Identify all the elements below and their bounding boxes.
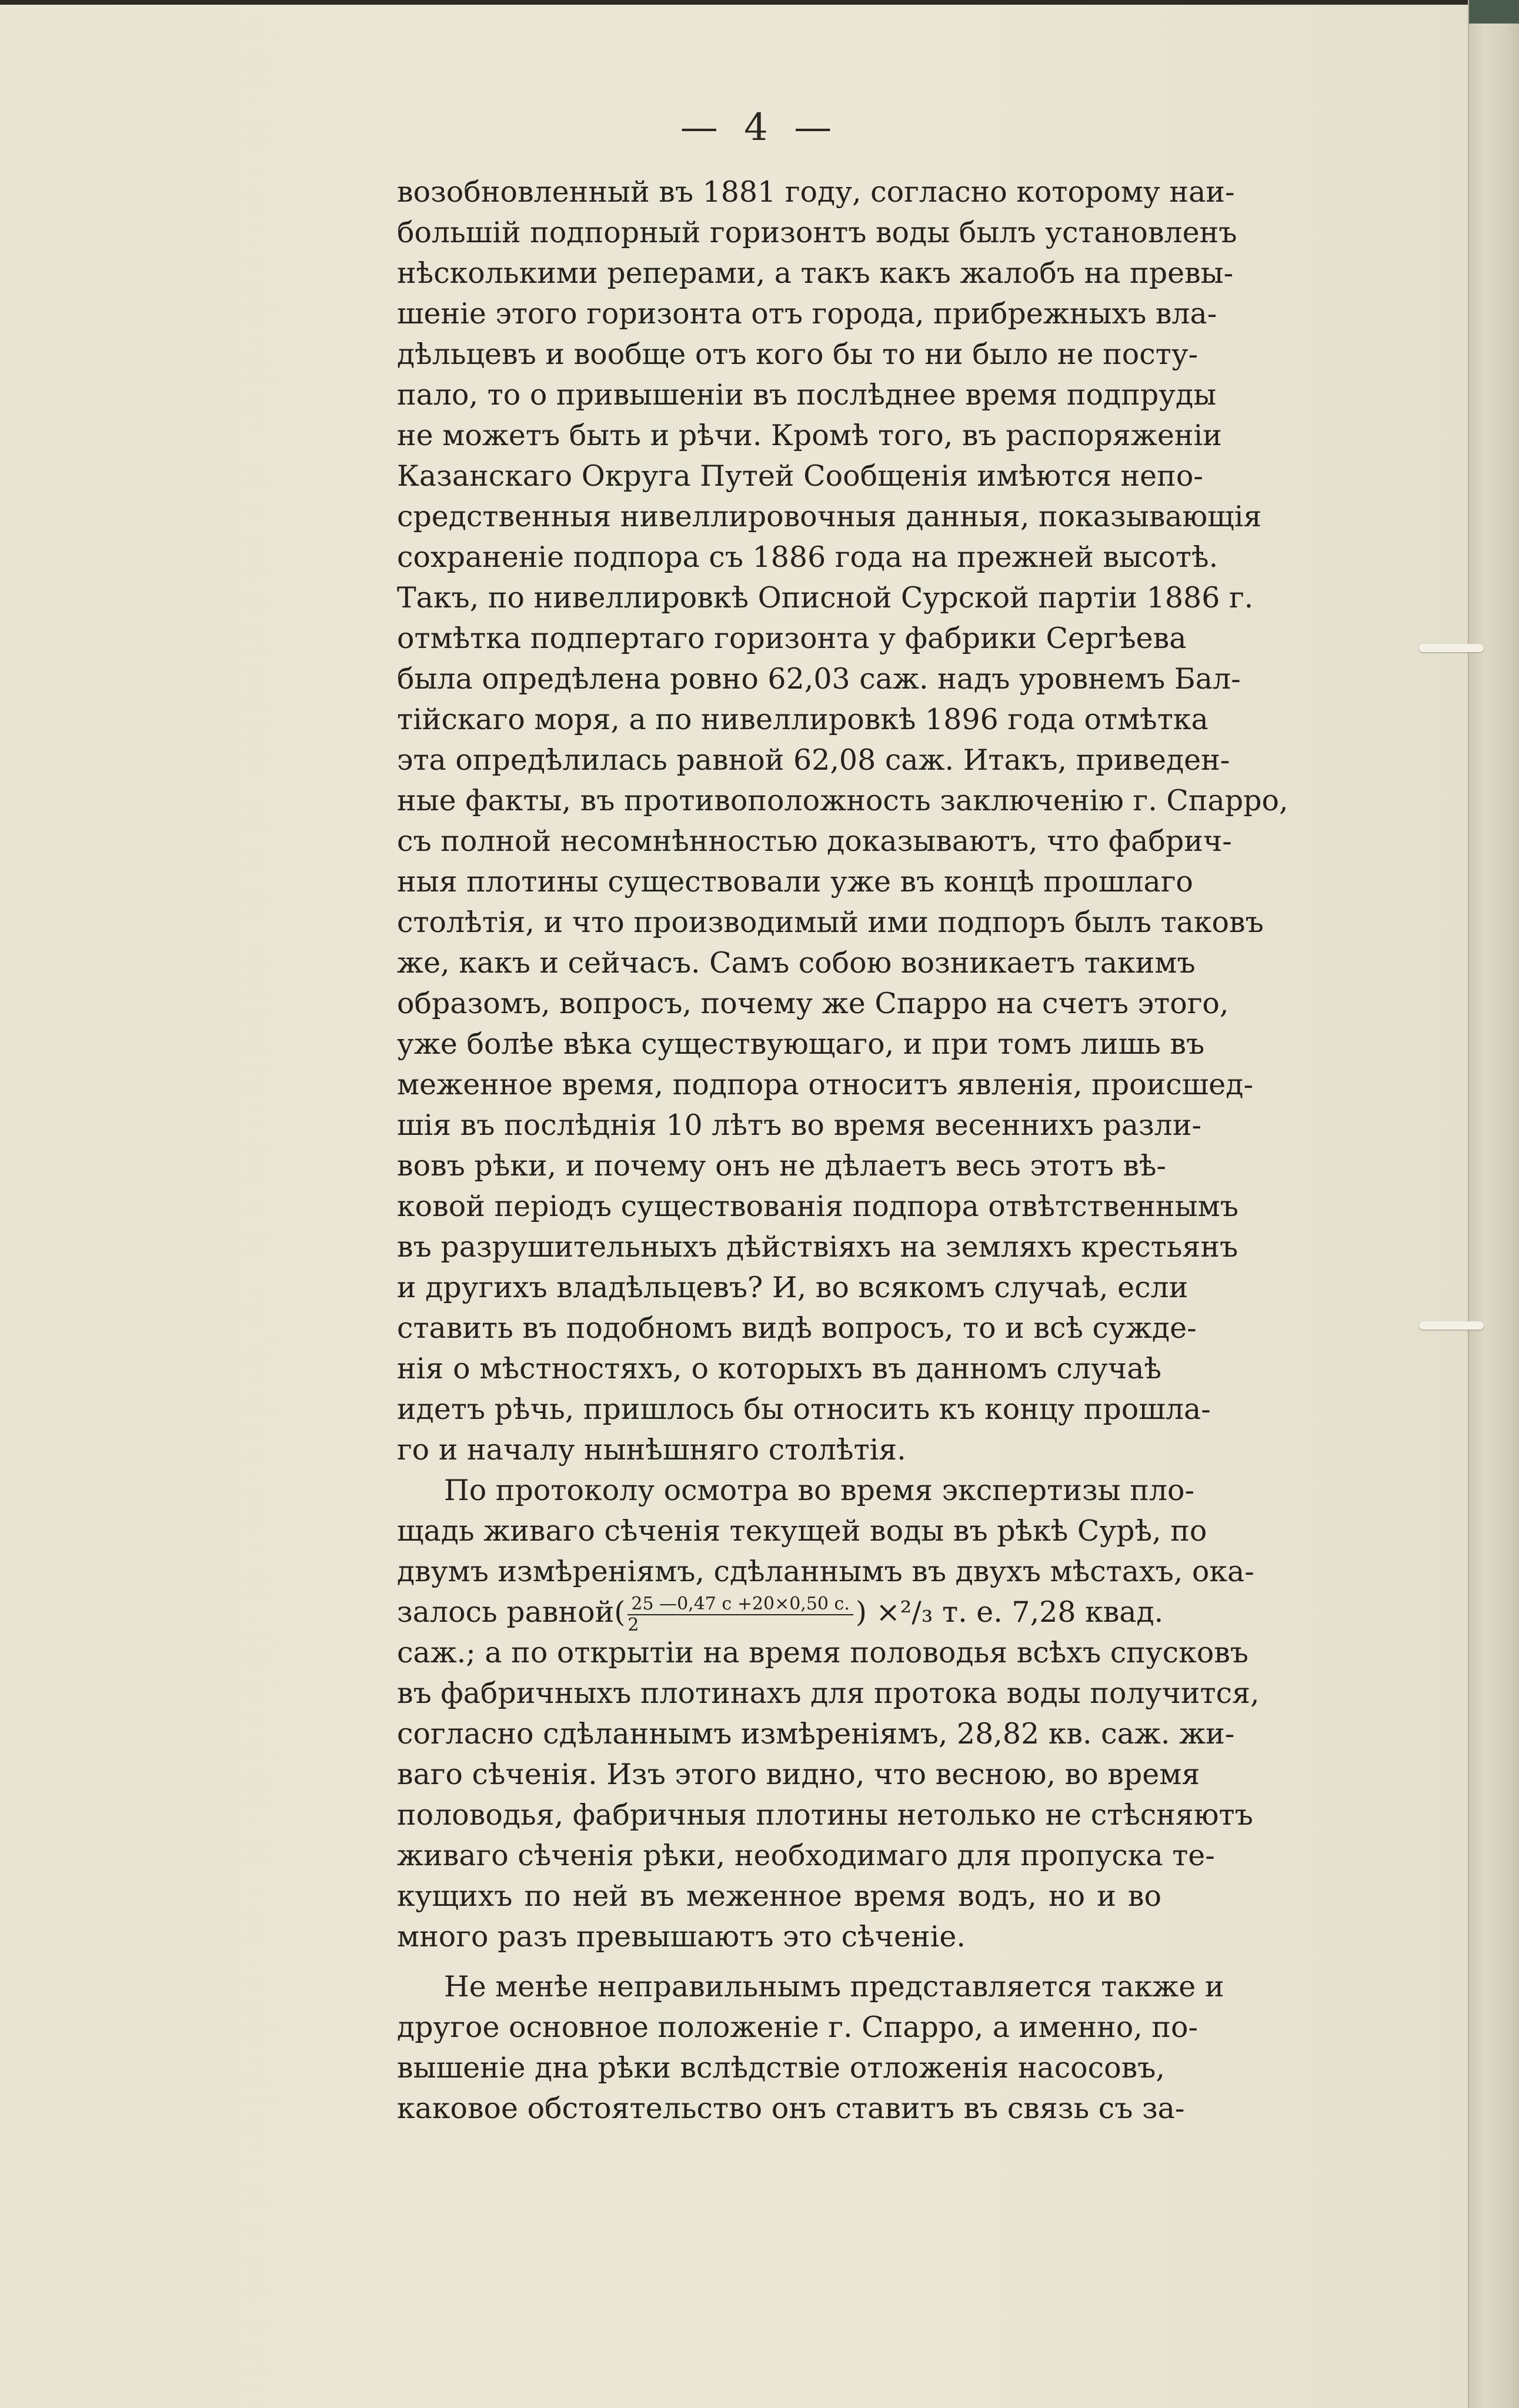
text-line: каковое обстоятельство онъ ставитъ въ связь съ за- <box>397 2092 1185 2125</box>
text-line: нія о мѣстностяхъ, о которыхъ въ данномъ случаѣ <box>397 1352 1161 1385</box>
text-line: тійскаго моря, а по нивеллировкѣ 1896 года отмѣтка <box>397 703 1208 736</box>
text-line: возобновленный въ 1881 году, согласно которому наи- <box>397 175 1235 209</box>
text-line: ные факты, въ противоположность заключенію г. Спарро, <box>397 784 1288 817</box>
page-number: — 4 — <box>680 106 839 149</box>
text-line: идетъ рѣчь, пришлось бы относить къ концу прошла- <box>397 1392 1211 1426</box>
text-line: ставить въ подобномъ видѣ вопросъ, то и всѣ сужде- <box>397 1311 1197 1345</box>
text-line: Казанскаго Округа Путей Сообщенія имѣются непо- <box>397 459 1203 493</box>
fraction-denominator: 2 <box>627 1614 639 1635</box>
text-line: шія въ послѣднія 10 лѣтъ во время весеннихъ разли- <box>397 1108 1202 1142</box>
text-line: была опредѣлена ровно 62,03 саж. надъ уровнемъ Бал- <box>397 662 1241 696</box>
text-line: меженное время, подпора относитъ явленія, происшед- <box>397 1068 1254 1101</box>
text-line: не можетъ быть и рѣчи. Кромѣ того, въ распоряженіи <box>397 419 1222 452</box>
text-line: вовъ рѣки, и почему онъ не дѣлаетъ весь этотъ вѣ- <box>397 1149 1167 1183</box>
text-line: ваго сѣченія. Изъ этого видно, что весною, во время <box>397 1758 1200 1791</box>
text-line: средственныя нивеллировочныя данныя, показывающія <box>397 500 1262 533</box>
text-line: вышеніе дна рѣки вслѣдствіе отложенія насосовъ, <box>397 2051 1165 2085</box>
text-line: живаго сѣченія рѣки, необходимаго для пропуска те- <box>397 1839 1215 1872</box>
text-line: другое основное положеніе г. Спарро, а именно, по- <box>397 2010 1198 2044</box>
binding-thread <box>1419 1321 1484 1330</box>
text-line: столѣтія, и что производимый ими подпоръ былъ таковъ <box>397 906 1264 939</box>
text-line: половодья, фабричныя плотины нетолько не стѣсняютъ <box>397 1798 1253 1832</box>
binding-thread <box>1419 644 1484 652</box>
text-line: же, какъ и сейчасъ. Самъ собою возникаетъ такимъ <box>397 946 1196 980</box>
text-line: образомъ, вопросъ, почему же Спарро на счетъ этого, <box>397 987 1229 1020</box>
text-line: ковой періодъ существованія подпора отвѣтственнымъ <box>397 1190 1238 1223</box>
text-line: много разъ превышаютъ это сѣченіе. <box>397 1920 966 1953</box>
fraction-numerator: 25 —0,47 с +20×0,50 с. <box>627 1594 853 1615</box>
spine-cover-edge <box>1469 0 1519 24</box>
text-line: По протоколу осмотра во время экспертизы пло- <box>444 1474 1195 1507</box>
text-line: Не менѣе неправильнымъ представляется также и <box>444 1970 1224 2003</box>
formula-prefix: залось равной <box>397 1595 615 1629</box>
text-line: ныя плотины существовали уже въ концѣ прошлаго <box>397 865 1193 899</box>
text-line: дѣльцевъ и вообще отъ кого бы то ни было не посту- <box>397 338 1198 371</box>
body-text <box>397 172 1288 2129</box>
text-line: съ полной несомнѣнностью доказываютъ, что фабрич- <box>397 824 1232 858</box>
text-line: нѣсколькими реперами, а такъ какъ жалобъ на превы- <box>397 256 1234 290</box>
fraction <box>627 1594 853 1635</box>
text-line: согласно сдѣланнымъ измѣреніямъ, 28,82 кв. саж. жи- <box>397 1717 1235 1751</box>
text-line: сохраненіе подпора съ 1886 года на прежней высотѣ. <box>397 540 1218 574</box>
text-line: эта опредѣлилась равной 62,08 саж. Итакъ, приведен- <box>397 743 1230 777</box>
text-line: уже болѣе вѣка существующаго, и при томъ лишь въ <box>397 1027 1205 1061</box>
text-line: и другихъ владѣльцевъ? И, во всякомъ случаѣ, если <box>397 1271 1189 1304</box>
text-line: шеніе этого горизонта отъ города, прибрежныхъ вла- <box>397 297 1217 330</box>
text-line: кущихъ по ней въ меженное время водъ, но и во <box>397 1879 1161 1913</box>
text-line: щадь живаго сѣченія текущей воды въ рѣкѣ Сурѣ, по <box>397 1514 1207 1548</box>
book-spine <box>1468 0 1519 2408</box>
text-line: саж.; а по открытіи на время половодья всѣхъ спусковъ <box>397 1636 1248 1669</box>
formula-line: залось равной( $\frac{25 —0,47 с +20\times 0,50 с.}{2}$ ) ×²/₃ т. е. 7,28 квад. <box>397 1593 1164 1635</box>
text-line: въ фабричныхъ плотинахъ для протока воды получится, <box>397 1676 1260 1710</box>
text-line: двумъ измѣреніямъ, сдѣланнымъ въ двухъ мѣстахъ, ока- <box>397 1555 1254 1588</box>
text-line: большій подпорный горизонтъ воды былъ установленъ <box>397 216 1237 249</box>
text-line: пало, то о привышеніи въ послѣднее время подпруды <box>397 378 1217 412</box>
text-line: отмѣтка подпертаго горизонта у фабрики Сергѣева <box>397 622 1187 655</box>
text-line: въ разрушительныхъ дѣйствіяхъ на земляхъ крестьянъ <box>397 1230 1238 1264</box>
text-line: Такъ, по нивеллировкѣ Описной Сурской партіи 1886 г. <box>397 581 1254 614</box>
formula-suffix: ×²/₃ т. е. 7,28 квад. <box>876 1595 1164 1629</box>
text-line: го и началу нынѣшняго столѣтія. <box>397 1433 906 1467</box>
